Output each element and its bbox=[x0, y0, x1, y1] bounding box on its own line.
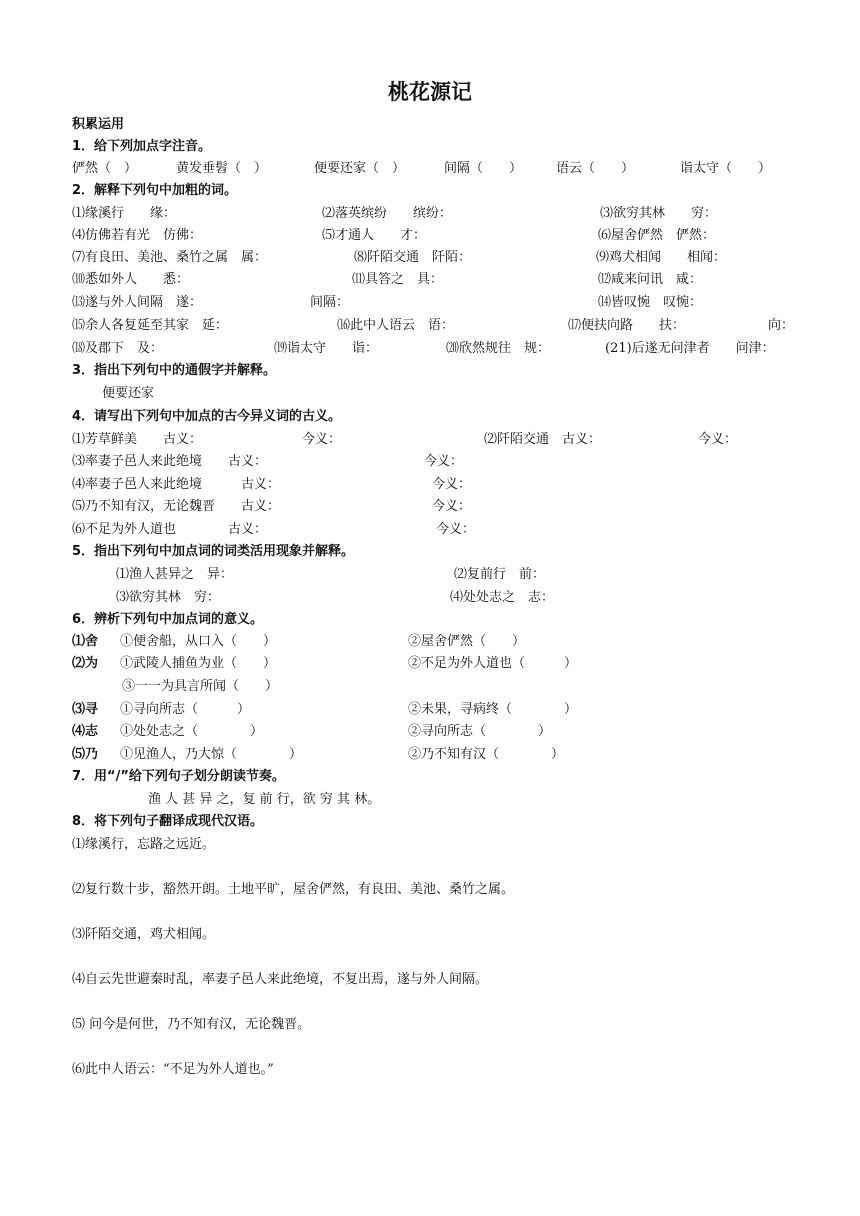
q4-row bbox=[0, 521, 860, 539]
q4-row bbox=[0, 476, 860, 494]
q2-cell: ⒇欣然规往 规： bbox=[446, 341, 551, 356]
q6-row bbox=[0, 655, 860, 673]
q1-item: 黄发垂髫（ ） bbox=[176, 161, 268, 176]
q1-row bbox=[0, 160, 860, 178]
q4-cell: ⑷率妻子邑人来此绝境 古义： bbox=[72, 477, 281, 492]
q5-cell: ⑶欲穷其林 穷： bbox=[116, 590, 221, 605]
q6-sense: ③一一为具言所闻（ ） bbox=[122, 679, 279, 694]
q4-cell: ⑴芳草鲜美 古义： bbox=[72, 432, 203, 447]
q2-cell: ⒅及郡下 及： bbox=[72, 341, 164, 356]
q4-cell: ⑸乃不知有汉，无论魏晋 古义： bbox=[72, 499, 281, 514]
q6-sense: ②屋舍俨然（ ） bbox=[408, 634, 526, 649]
q4-cell: 今义： bbox=[698, 432, 738, 447]
q8-item: ⑹此中人语云：“不足为外人道也。” bbox=[72, 1062, 274, 1077]
q2-row bbox=[0, 340, 860, 358]
q2-cell: ⑶欲穷其林 穷： bbox=[600, 206, 718, 221]
q4-cell: ⑶率妻子邑人来此绝境 古义： bbox=[72, 454, 268, 469]
q2-cell: ⑵落英缤纷 缤纷： bbox=[322, 206, 453, 221]
q2-cell: ⒃此中人语云 语： bbox=[337, 318, 455, 333]
q8-heading: 8．将下列句子翻译成现代汉语。 bbox=[72, 814, 264, 829]
q6-sense: ②乃不知有汉（ ） bbox=[408, 747, 565, 762]
q2-cell: 向： bbox=[768, 318, 795, 333]
q2-cell: ⑺有良田、美池、桑竹之属 属： bbox=[72, 250, 268, 265]
q5-row bbox=[0, 566, 860, 584]
q6-row bbox=[0, 633, 860, 651]
q3-heading: 3．指出下列句中的通假字并解释。 bbox=[72, 363, 277, 378]
q5-cell: ⑷处处志之 志： bbox=[450, 590, 555, 605]
q5-heading: 5．指出下列句中加点词的词类活用现象并解释。 bbox=[72, 544, 355, 559]
q2-row bbox=[0, 294, 860, 312]
q7-sentence: 渔 人 甚 异 之，复 前 行，欲 穷 其 林。 bbox=[148, 792, 381, 807]
q2-cell: ⑹屋舍俨然 俨然： bbox=[598, 228, 716, 243]
q4-cell: 今义： bbox=[302, 432, 342, 447]
q5-cell: ⑵复前行 前： bbox=[454, 567, 546, 582]
q1-item: 间隔（ ） bbox=[444, 161, 523, 176]
q4-cell: 今义： bbox=[432, 477, 472, 492]
q2-cell: ⑻阡陌交通 阡陌： bbox=[354, 250, 472, 265]
q4-row bbox=[0, 453, 860, 471]
q2-cell: ⑼鸡犬相闻 相闻： bbox=[596, 250, 727, 265]
q6-row bbox=[0, 678, 860, 696]
q3-sentence: 便要还家 bbox=[102, 386, 155, 401]
q4-heading: 4．请写出下列句中加点的古今异义词的古义。 bbox=[72, 409, 342, 424]
q6-sense: ①便舍船，从口入（ ） bbox=[120, 634, 277, 649]
q6-sense: ②未果，寻病终（ ） bbox=[408, 702, 578, 717]
q2-row bbox=[0, 205, 860, 223]
q6-sense: ②不足为外人道也（ ） bbox=[408, 656, 578, 671]
q6-row bbox=[0, 746, 860, 764]
page-title: 桃花源记 bbox=[388, 80, 472, 104]
q6-sense: ①处处志之（ ） bbox=[120, 724, 264, 739]
q2-cell: ⑷仿佛若有光 仿佛： bbox=[72, 228, 203, 243]
q4-cell: 今义： bbox=[436, 522, 476, 537]
q4-cell: 今义： bbox=[424, 454, 464, 469]
q8-item: ⑴缘溪行，忘路之远近。 bbox=[72, 837, 216, 852]
q2-cell: ⒆诣太守 诣： bbox=[274, 341, 379, 356]
q2-cell: ⒀遂与外人间隔 遂： bbox=[72, 295, 203, 310]
q2-row bbox=[0, 317, 860, 335]
q1-item: 诣太守（ ） bbox=[680, 161, 772, 176]
q6-row bbox=[0, 701, 860, 719]
q1-item: 便要还家（ ） bbox=[314, 161, 406, 176]
q2-cell: ⑴缘溪行 缘： bbox=[72, 206, 177, 221]
q4-row bbox=[0, 431, 860, 449]
q1-heading: 1．给下列加点字注音。 bbox=[72, 139, 212, 154]
q7-heading: 7．用“/”给下列句子划分朗读节奏。 bbox=[72, 769, 285, 784]
q6-sense: ①武陵人捕鱼为业（ ） bbox=[120, 656, 277, 671]
q2-row bbox=[0, 227, 860, 245]
q2-cell: ⑿咸来问讯 咸： bbox=[598, 272, 703, 287]
q2-row bbox=[0, 271, 860, 289]
q8-item: ⑶阡陌交通，鸡犬相闻。 bbox=[72, 927, 216, 942]
q4-row bbox=[0, 498, 860, 516]
q2-cell: (21)后遂无问津者 问津： bbox=[605, 341, 775, 356]
q2-cell: ⒂余人各复延至其家 延： bbox=[72, 318, 229, 333]
q6-word: ⑸乃 bbox=[72, 747, 99, 762]
q2-heading: 2．解释下列句中加粗的词。 bbox=[72, 183, 238, 198]
q8-item: ⑵复行数十步，豁然开朗。土地平旷，屋舍俨然，有良田、美池、桑竹之属。 bbox=[72, 882, 515, 897]
q6-sense: ②寻向所志（ ） bbox=[408, 724, 552, 739]
q6-word: ⑴舍 bbox=[72, 634, 99, 649]
q5-cell: ⑴渔人甚异之 异： bbox=[116, 567, 234, 582]
q2-cell: ⑾具答之 具： bbox=[352, 272, 444, 287]
q6-row bbox=[0, 723, 860, 741]
q4-cell: 今义： bbox=[432, 499, 472, 514]
q6-word: ⑵为 bbox=[72, 656, 99, 671]
q2-cell: ⑽悉如外人 悉： bbox=[72, 272, 190, 287]
q8-item: ⑸ 问今是何世，乃不知有汉，无论魏晋。 bbox=[72, 1017, 311, 1032]
q2-cell: ⒄便扶向路 扶： bbox=[568, 318, 686, 333]
q8-item: ⑷自云先世避秦时乱，率妻子邑人来此绝境，不复出焉，遂与外人间隔。 bbox=[72, 972, 489, 987]
q6-word: ⑶寻 bbox=[72, 702, 99, 717]
q6-sense: ①见渔人，乃大惊（ ） bbox=[120, 747, 303, 762]
q2-cell: ⒁皆叹惋 叹惋： bbox=[598, 295, 703, 310]
q4-cell: ⑵阡陌交通 古义： bbox=[484, 432, 602, 447]
q6-heading: 6．辨析下列句中加点词的意义。 bbox=[72, 612, 264, 627]
q5-row bbox=[0, 589, 860, 607]
q6-sense: ①寻向所志（ ） bbox=[120, 702, 251, 717]
section-heading: 积累运用 bbox=[72, 117, 125, 132]
q2-row bbox=[0, 249, 860, 267]
q2-cell: 间隔： bbox=[310, 295, 350, 310]
q1-item: 语云（ ） bbox=[556, 161, 635, 176]
q6-word: ⑷志 bbox=[72, 724, 99, 739]
q2-cell: ⑸才通人 才： bbox=[322, 228, 427, 243]
q1-item: 俨然（ ） bbox=[72, 161, 138, 176]
q4-cell: ⑹不足为外人道也 古义： bbox=[72, 522, 268, 537]
